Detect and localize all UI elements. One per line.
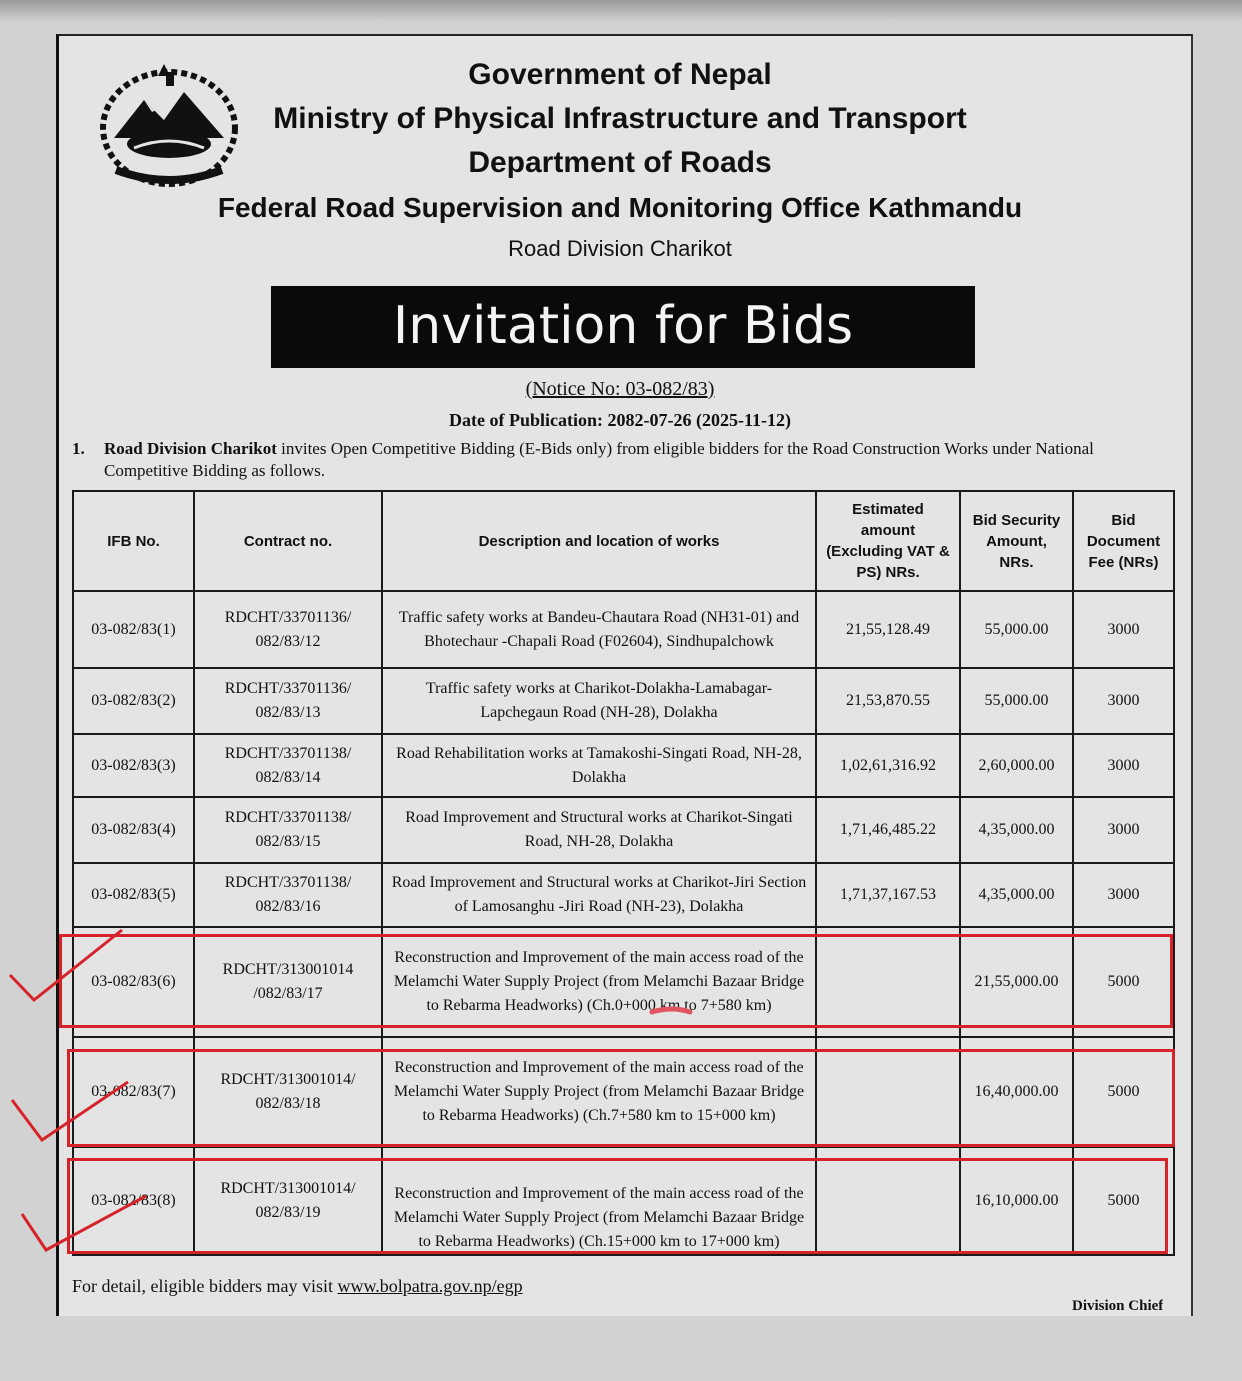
cell-security: 55,000.00	[960, 591, 1073, 668]
intro-bold: Road Division Charikot	[104, 439, 277, 458]
cell-contract: RDCHT/33701136/ 082/83/12	[194, 591, 382, 668]
cell-contract: RDCHT/33701136/ 082/83/13	[194, 668, 382, 734]
cell-contract: RDCHT/313001014/ 082/83/19	[194, 1147, 382, 1255]
publication-date: Date of Publication: 2082-07-26 (2025-11-12)	[449, 410, 791, 430]
cell-description: Reconstruction and Improvement of the main access road of the Melamchi Water Supply Project (from Melamchi Bazaar Bridge to Rebarma Headworks) (Ch.15+000 km to 17+000 km)	[382, 1147, 816, 1255]
header-government: Government of Nepal	[468, 58, 772, 91]
cell-description: Traffic safety works at Bandeu-Chautara Road (NH31-01) and Bhotechaur -Chapali Road (F02604), Sindhupalchowk	[382, 591, 816, 668]
cell-fee: 3000	[1073, 797, 1174, 863]
cell-ifb: 03-082/83(8)	[73, 1147, 194, 1255]
cell-security: 55,000.00	[960, 668, 1073, 734]
header-description: Description and location of works	[382, 491, 816, 591]
header-division: Road Division Charikot	[508, 236, 732, 261]
cell-amount: 1,71,37,167.53	[816, 863, 960, 927]
cell-description: Reconstruction and Improvement of the main access road of the Melamchi Water Supply Project (from Melamchi Bazaar Bridge to Rebarma Headworks) (Ch.0+000 km to 7+580 km)	[382, 927, 816, 1037]
cell-fee: 3000	[1073, 863, 1174, 927]
cell-fee: 3000	[1073, 734, 1174, 797]
header-contract: Contract no.	[194, 491, 382, 591]
cell-description: Road Improvement and Structural works at Charikot-Singati Road, NH-28, Dolakha	[382, 797, 816, 863]
cell-fee: 5000	[1073, 1147, 1174, 1255]
invitation-banner: Invitation for Bids	[271, 286, 975, 368]
cell-amount: 1,02,61,316.92	[816, 734, 960, 797]
cell-amount: 21,53,870.55	[816, 668, 960, 734]
cell-description: Traffic safety works at Charikot-Dolakha-Lamabagar-Lapchegaun Road (NH-28), Dolakha	[382, 668, 816, 734]
header-ministry: Ministry of Physical Infrastructure and Transport	[273, 102, 967, 135]
intro-text: invites Open Competitive Bidding (E-Bids only) from eligible bidders for the Road Construction Works under National Competitive Bidding as follows.	[104, 439, 1094, 480]
cell-contract: RDCHT/33701138/ 082/83/16	[194, 863, 382, 927]
checkmark-icon	[10, 930, 122, 1000]
cell-fee: 5000	[1073, 1037, 1174, 1147]
footer-text: For detail, eligible bidders may visit	[72, 1276, 338, 1296]
header-ifb: IFB No.	[73, 491, 194, 591]
intro-number: 1.	[72, 439, 85, 458]
cell-ifb: 03-082/83(6)	[73, 927, 194, 1037]
cell-amount: 1,71,46,485.22	[816, 797, 960, 863]
cell-ifb: 03-082/83(7)	[73, 1037, 194, 1147]
cell-description: Reconstruction and Improvement of the main access road of the Melamchi Water Supply Project (from Melamchi Bazaar Bridge to Rebarma Headworks) (Ch.7+580 km to 15+000 km)	[382, 1037, 816, 1147]
cell-security: 2,60,000.00	[960, 734, 1073, 797]
cell-amount: 21,55,128.49	[816, 591, 960, 668]
cell-ifb: 03-082/83(2)	[73, 668, 194, 734]
cell-security: 4,35,000.00	[960, 797, 1073, 863]
header-office: Federal Road Supervision and Monitoring Office Kathmandu	[217, 192, 1023, 223]
cell-security: 21,55,000.00	[960, 927, 1073, 1037]
cell-contract: RDCHT/313001014 /082/83/17	[194, 927, 382, 1037]
header-fee: Bid Document Fee (NRs)	[1073, 491, 1174, 591]
cell-description: Road Rehabilitation works at Tamakoshi-Singati Road, NH-28, Dolakha	[382, 734, 816, 797]
notice-number: (Notice No: 03-082/83)	[525, 378, 715, 400]
checkmark-icon	[22, 1196, 146, 1250]
cell-ifb: 03-082/83(1)	[73, 591, 194, 668]
header-amount: Estimated amount (Excluding VAT & PS) NRs.	[816, 491, 960, 591]
cell-description: Road Improvement and Structural works at Charikot-Jiri Section of Lamosanghu -Jiri Road (NH-23), Dolakha	[382, 863, 816, 927]
cell-contract: RDCHT/33701138/ 082/83/14	[194, 734, 382, 797]
cell-contract: RDCHT/313001014/ 082/83/18	[194, 1037, 382, 1147]
cell-security: 16,40,000.00	[960, 1037, 1073, 1147]
footer-note	[72, 1276, 523, 1297]
cell-security: 4,35,000.00	[960, 863, 1073, 927]
cell-ifb: 03-082/83(4)	[73, 797, 194, 863]
underline-mark	[652, 1009, 690, 1012]
cell-ifb: 03-082/83(3)	[73, 734, 194, 797]
signature-division-chief: Division Chief	[1072, 1298, 1164, 1312]
header-department: Department of Roads	[468, 146, 772, 179]
cell-contract: RDCHT/33701138/ 082/83/15	[194, 797, 382, 863]
checkmark-icon	[12, 1082, 128, 1140]
cell-security: 16,10,000.00	[960, 1147, 1073, 1255]
bolpatra-link[interactable]: www.bolpatra.gov.np/egp	[337, 1276, 523, 1296]
cell-fee: 3000	[1073, 591, 1174, 668]
cell-fee: 3000	[1073, 668, 1174, 734]
header-security: Bid Security Amount, NRs.	[960, 491, 1073, 591]
cell-fee: 5000	[1073, 927, 1174, 1037]
cell-ifb: 03-082/83(5)	[73, 863, 194, 927]
